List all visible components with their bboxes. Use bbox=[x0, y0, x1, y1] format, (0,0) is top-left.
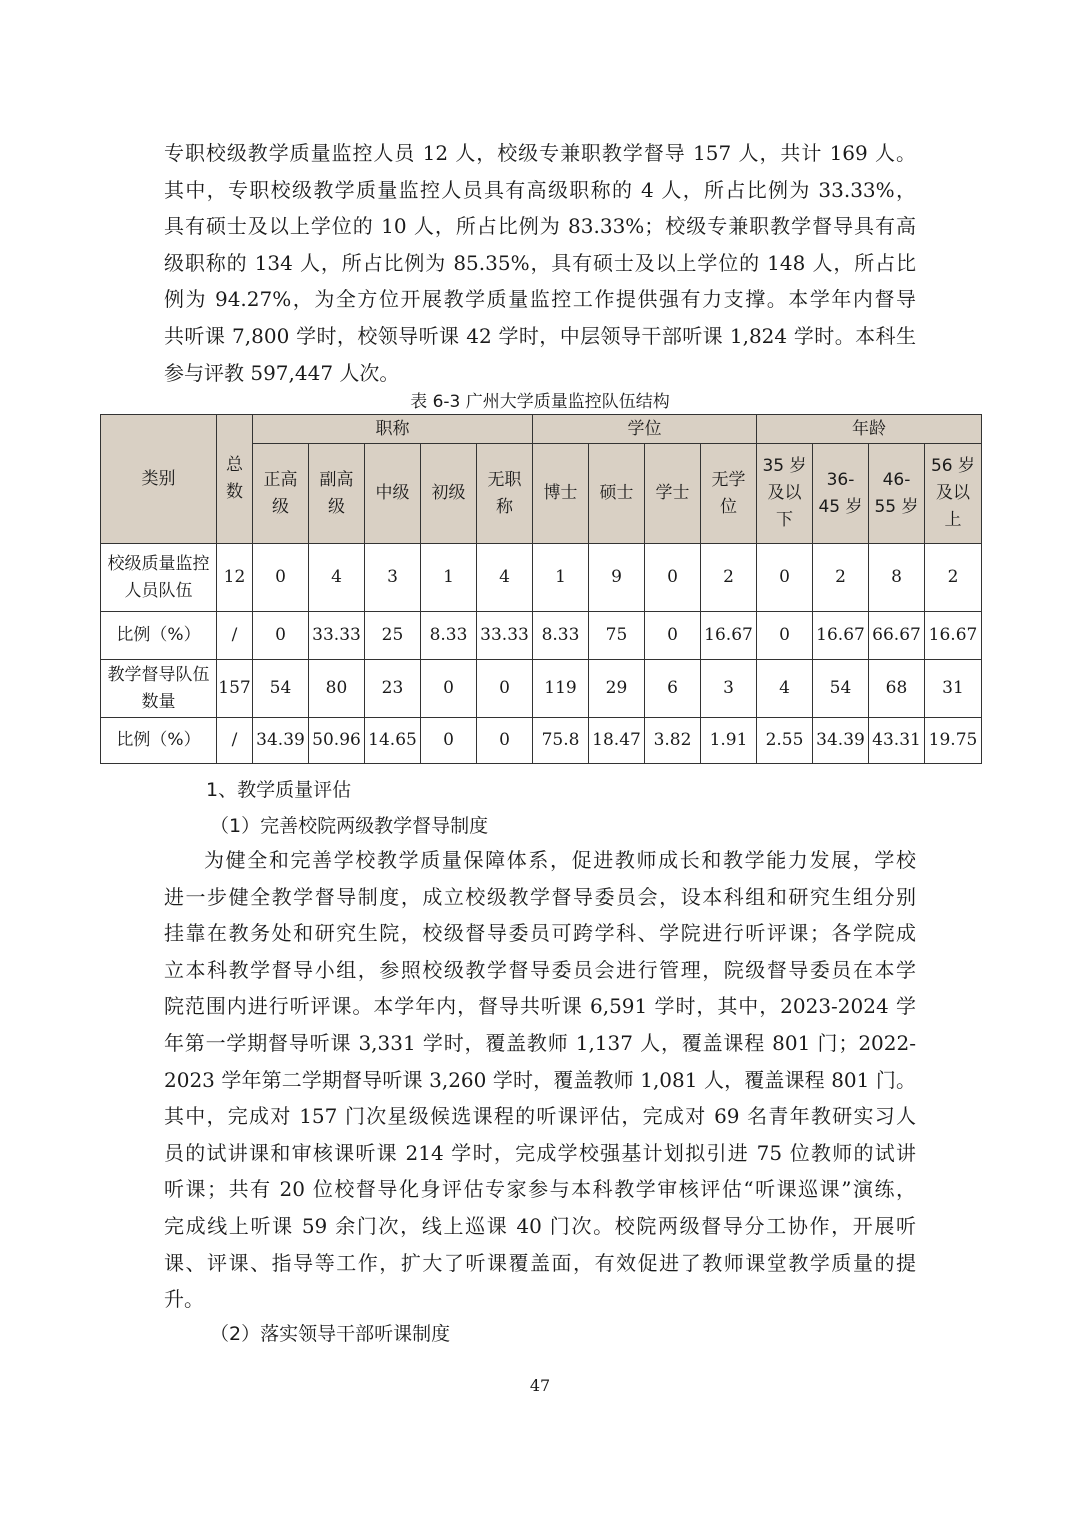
table-cell: 4 bbox=[757, 660, 813, 718]
table-cell: 0 bbox=[757, 612, 813, 660]
table-cell: 3.82 bbox=[645, 718, 701, 764]
header-total: 总数 bbox=[217, 415, 253, 544]
table-cell: 54 bbox=[253, 660, 309, 718]
intro-line: 其中，专职校级教学质量监控人员具有高级职称的 4 人，所占比例为 33.33%， bbox=[164, 177, 916, 202]
table-header-row bbox=[101, 415, 982, 444]
section-heading: 1、教学质量评估 bbox=[206, 779, 352, 801]
header-col: 36-45 岁 bbox=[813, 444, 869, 544]
header-group-age: 年龄 bbox=[757, 415, 982, 444]
table-row bbox=[101, 612, 982, 660]
intro-paragraph bbox=[164, 135, 916, 391]
table-cell: 4 bbox=[309, 544, 365, 612]
header-col: 35 岁及以下 bbox=[757, 444, 813, 544]
header-col: 46-55 岁 bbox=[869, 444, 925, 544]
table-cell: 3 bbox=[365, 544, 421, 612]
body-line: 员的试讲课和审核课听课 214 学时，完成学校强基计划拟引进 75 位教师的试讲 bbox=[164, 1140, 916, 1165]
table-cell: / bbox=[217, 612, 253, 660]
body-paragraph bbox=[164, 842, 916, 1318]
table-cell: 43.31 bbox=[869, 718, 925, 764]
table-cell: 50.96 bbox=[309, 718, 365, 764]
table-cell: 0 bbox=[253, 544, 309, 612]
body-line: 课、评课、指导等工作，扩大了听课覆盖面，有效促进了教师课堂教学质量的提 bbox=[164, 1250, 916, 1275]
row-label: 比例（%） bbox=[101, 612, 217, 660]
table-cell: 25 bbox=[365, 612, 421, 660]
intro-line: 具有硕士及以上学位的 10 人，所占比例为 83.33%；校级专兼职教学督导具有高 bbox=[164, 214, 916, 239]
staff-structure-table bbox=[100, 414, 982, 764]
header-group-degree: 学位 bbox=[533, 415, 757, 444]
row-label: 教学督导队伍数量 bbox=[101, 660, 217, 718]
body-line: 院范围内进行听评课。本学年内，督导共听课 6,591 学时，其中，2023-2024 学 bbox=[164, 994, 916, 1019]
intro-line: 专职校级教学质量监控人员 12 人，校级专兼职教学督导 157 人，共计 169 人。 bbox=[164, 141, 916, 165]
sub-heading: （2）落实领导干部听课制度 bbox=[210, 1323, 451, 1345]
page-number: 47 bbox=[529, 1376, 551, 1395]
table-cell: 23 bbox=[365, 660, 421, 718]
header-category: 类别 bbox=[101, 415, 217, 544]
table-cell: 16.67 bbox=[925, 612, 982, 660]
table-cell: 12 bbox=[217, 544, 253, 612]
body-line: 年第一学期督导听课 3,331 学时，覆盖教师 1,137 人，覆盖课程 801 门；2022- bbox=[164, 1030, 916, 1055]
table-cell: 2 bbox=[701, 544, 757, 612]
table-cell: 119 bbox=[533, 660, 589, 718]
body-line: 立本科教学督导小组，参照校级教学督导委员会进行管理，院级督导委员在本学 bbox=[164, 957, 916, 982]
table-cell: 33.33 bbox=[309, 612, 365, 660]
table-cell: 1 bbox=[421, 544, 477, 612]
table-cell: 9 bbox=[589, 544, 645, 612]
table-caption: 表 6-3 广州大学质量监控队伍结构 bbox=[410, 392, 670, 412]
body-line: 听课；共有 20 位校督导化身评估专家参与本科教学审核评估“听课巡课”演练， bbox=[164, 1177, 916, 1202]
table-cell: 18.47 bbox=[589, 718, 645, 764]
table-row bbox=[101, 660, 982, 718]
table-cell: 0 bbox=[477, 718, 533, 764]
table-cell: 14.65 bbox=[365, 718, 421, 764]
header-col: 无职称 bbox=[477, 444, 533, 544]
sub-heading: （1）完善校院两级教学督导制度 bbox=[210, 815, 489, 837]
table-cell: 19.75 bbox=[925, 718, 982, 764]
header-col: 正高级 bbox=[253, 444, 309, 544]
body-line: 其中，完成对 157 门次星级候选课程的听课评估，完成对 69 名青年教研实习人 bbox=[164, 1104, 916, 1129]
body-line: 2023 学年第二学期督导听课 3,260 学时，覆盖教师 1,081 人，覆盖课程 801 门。 bbox=[164, 1067, 916, 1092]
body-line: 完成线上听课 59 余门次，线上巡课 40 门次。校院两级督导分工协作，开展听 bbox=[164, 1213, 916, 1238]
table-cell: 0 bbox=[421, 660, 477, 718]
table-cell: 0 bbox=[253, 612, 309, 660]
header-col: 学士 bbox=[645, 444, 701, 544]
body-line: 升。 bbox=[164, 1287, 204, 1312]
table-cell: 0 bbox=[421, 718, 477, 764]
table-cell: 1.91 bbox=[701, 718, 757, 764]
table-cell: 75.8 bbox=[533, 718, 589, 764]
table-cell: 68 bbox=[869, 660, 925, 718]
table-cell: 2.55 bbox=[757, 718, 813, 764]
intro-line: 共听课 7,800 学时，校领导听课 42 学时，中层领导干部听课 1,824 学时。本科生 bbox=[164, 323, 916, 348]
table-cell: 66.67 bbox=[869, 612, 925, 660]
table-cell: 0 bbox=[645, 612, 701, 660]
table-row bbox=[101, 544, 982, 612]
header-col: 无学位 bbox=[701, 444, 757, 544]
table-cell: 80 bbox=[309, 660, 365, 718]
body-line: 挂靠在教务处和研究生院，校级督导委员可跨学科、学院进行听评课；各学院成 bbox=[164, 921, 916, 946]
table-cell: 0 bbox=[477, 660, 533, 718]
header-col: 硕士 bbox=[589, 444, 645, 544]
table-cell: 54 bbox=[813, 660, 869, 718]
table-cell: 34.39 bbox=[813, 718, 869, 764]
table-cell: 0 bbox=[645, 544, 701, 612]
table-cell: 33.33 bbox=[477, 612, 533, 660]
table-cell: 29 bbox=[589, 660, 645, 718]
table-cell: 3 bbox=[701, 660, 757, 718]
body-line: 为健全和完善学校教学质量保障体系，促进教师成长和教学能力发展，学校 bbox=[204, 848, 916, 872]
table-cell: / bbox=[217, 718, 253, 764]
table-row bbox=[101, 718, 982, 764]
body-line: 进一步健全教学督导制度，成立校级教学督导委员会，设本科组和研究生组分别 bbox=[164, 884, 916, 909]
table-cell: 8.33 bbox=[533, 612, 589, 660]
header-col: 博士 bbox=[533, 444, 589, 544]
header-col: 初级 bbox=[421, 444, 477, 544]
table-cell: 6 bbox=[645, 660, 701, 718]
intro-line: 参与评教 597,447 人次。 bbox=[164, 360, 400, 385]
table-cell: 75 bbox=[589, 612, 645, 660]
table-cell: 8 bbox=[869, 544, 925, 612]
table-cell: 34.39 bbox=[253, 718, 309, 764]
header-col: 中级 bbox=[365, 444, 421, 544]
header-col: 副高级 bbox=[309, 444, 365, 544]
table-cell: 8.33 bbox=[421, 612, 477, 660]
table-cell: 2 bbox=[925, 544, 982, 612]
table-cell: 4 bbox=[477, 544, 533, 612]
header-group-title: 职称 bbox=[253, 415, 533, 444]
table-cell: 157 bbox=[217, 660, 253, 718]
table-cell: 1 bbox=[533, 544, 589, 612]
intro-line: 例为 94.27%，为全方位开展教学质量监控工作提供强有力支撑。本学年内督导 bbox=[164, 287, 916, 312]
table-cell: 0 bbox=[757, 544, 813, 612]
header-col: 56 岁及以上 bbox=[925, 444, 982, 544]
row-label: 比例（%） bbox=[101, 718, 217, 764]
intro-line: 级职称的 134 人，所占比例为 85.35%，具有硕士及以上学位的 148 人，所占比 bbox=[164, 250, 916, 275]
table-cell: 31 bbox=[925, 660, 982, 718]
row-label: 校级质量监控人员队伍 bbox=[101, 544, 217, 612]
table-cell: 16.67 bbox=[701, 612, 757, 660]
table-cell: 2 bbox=[813, 544, 869, 612]
table-cell: 16.67 bbox=[813, 612, 869, 660]
